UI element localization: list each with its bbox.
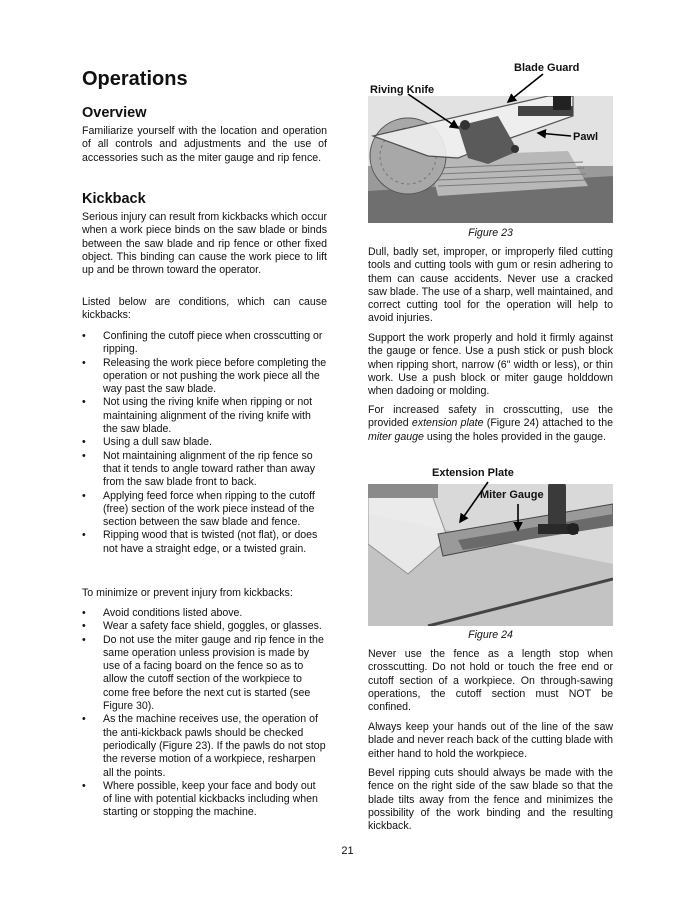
prevent-list <box>82 607 327 820</box>
list-item: • Where possible, keep your face and body out of line with potential kickbacks including when starting or stopping the machine. <box>82 780 327 820</box>
list-item: • Releasing the work piece before completing the operation or not pushing the work piece all the way past the saw blade. <box>82 357 327 397</box>
prevent-intro: To minimize or prevent injury from kickbacks: <box>82 587 293 599</box>
overview-text: Familiarize yourself with the location and operation of all controls and adjustments and the use of accessories such as the miter gauge and rip fence. <box>82 125 327 164</box>
list-item: • Do not use the miter gauge and rip fence in the same operation unless provision is made by use of a facing board on the fence so as to allow the cutoff section of the workpiece to come free before the next cut is started (see Figure 30). <box>82 634 327 714</box>
right-paragraph-3 <box>368 404 613 444</box>
kickback-heading: Kickback <box>82 191 146 207</box>
list-item: • Applying feed force when ripping to the cutoff (free) section of the work piece instead of the section between the saw blade and fence. <box>82 490 327 530</box>
figure-24-label-extension-plate: Extension Plate <box>432 467 514 479</box>
kickback-intro: Serious injury can result from kickbacks which occur when a work piece binds on the saw blade or binds between the saw blade and rip fence or other fixed object. This binding can cause the work piece to lift up and be thrown toward the operator. <box>82 211 327 277</box>
list-item: • Avoid conditions listed above. <box>82 607 327 620</box>
text-run: For increased safety in crosscutting, use the provided <box>368 404 613 430</box>
text-run: using the holes provided in the gauge. <box>423 430 606 443</box>
figure-23-caption: Figure 23 <box>468 227 513 239</box>
figure-24-callout-arrows <box>368 470 613 550</box>
list-item: • As the machine receives use, the operation of the anti-kickback pawls should be checked periodically (Figure 23). If the pawls do not stop the reverse motion of a workpiece, resharpen all the points. <box>82 713 327 779</box>
right-paragraph-4: Never use the fence as a length stop when crosscutting. Do not hold or touch the free end or cutoff section of a workpiece. On through-sawing operations, the cutoff section must NOT be confined. <box>368 648 613 714</box>
list-item: • Not maintaining alignment of the rip fence so that it tends to angle toward rather than away from the saw blade front to back. <box>82 450 327 490</box>
list-item: • Not using the riving knife when ripping or not maintaining alignment of the riving knife with the saw blade. <box>82 396 327 436</box>
right-paragraph-2: Support the work properly and hold it firmly against the gauge or fence. Use a push stick or push block when ripping short, narrow (6" width or less), or thin work. Use a push block or miter gauge holddown when dadoing or molding. <box>368 332 613 398</box>
overview-heading: Overview <box>82 105 147 121</box>
conditions-intro: Listed below are conditions, which can cause kickbacks: <box>82 296 327 322</box>
right-paragraph-1: Dull, badly set, improper, or improperly filed cutting tools and cutting tools with gum or resin adhering to them can cause accidents. Never use a cracked saw blade. The use of a sharp, well maintained, and correct cutting tool for the operation will help to avoid injuries. <box>368 246 613 325</box>
page-title: Operations <box>82 68 188 90</box>
text-emphasis-miter-gauge: miter gauge <box>368 430 424 443</box>
text-emphasis-extension-plate: extension plate <box>411 417 484 430</box>
list-item: • Confining the cutoff piece when crosscutting or ripping. <box>82 330 327 357</box>
list-item: • Using a dull saw blade. <box>82 436 327 449</box>
figure-23-label-blade-guard: Blade Guard <box>514 62 580 74</box>
right-paragraph-5: Always keep your hands out of the line of the saw blade and never reach back of the cutting blade with either hand to hold the workpiece. <box>368 721 613 760</box>
figure-23-callout-arrows <box>368 60 613 160</box>
figure-23-label-riving-knife: Riving Knife <box>370 84 435 96</box>
figure-24-caption: Figure 24 <box>468 629 513 641</box>
right-paragraph-6: Bevel ripping cuts should always be made with the fence on the right side of the saw blade so that the blade tilts away from the fence and minimizes the possibility of the work binding and the resulting kickback. <box>368 767 613 833</box>
figure-23-label-pawl: Pawl <box>573 131 599 143</box>
figure-24-label-miter-gauge: Miter Gauge <box>480 489 544 501</box>
conditions-list <box>82 330 327 556</box>
page-number: 21 <box>341 845 354 857</box>
list-item: • Wear a safety face shield, goggles, or glasses. <box>82 620 327 633</box>
text-run: (Figure 24) attached to the <box>483 417 613 430</box>
list-item: • Ripping wood that is twisted (not flat), or does not have a straight edge, or a twisted grain. <box>82 529 327 556</box>
